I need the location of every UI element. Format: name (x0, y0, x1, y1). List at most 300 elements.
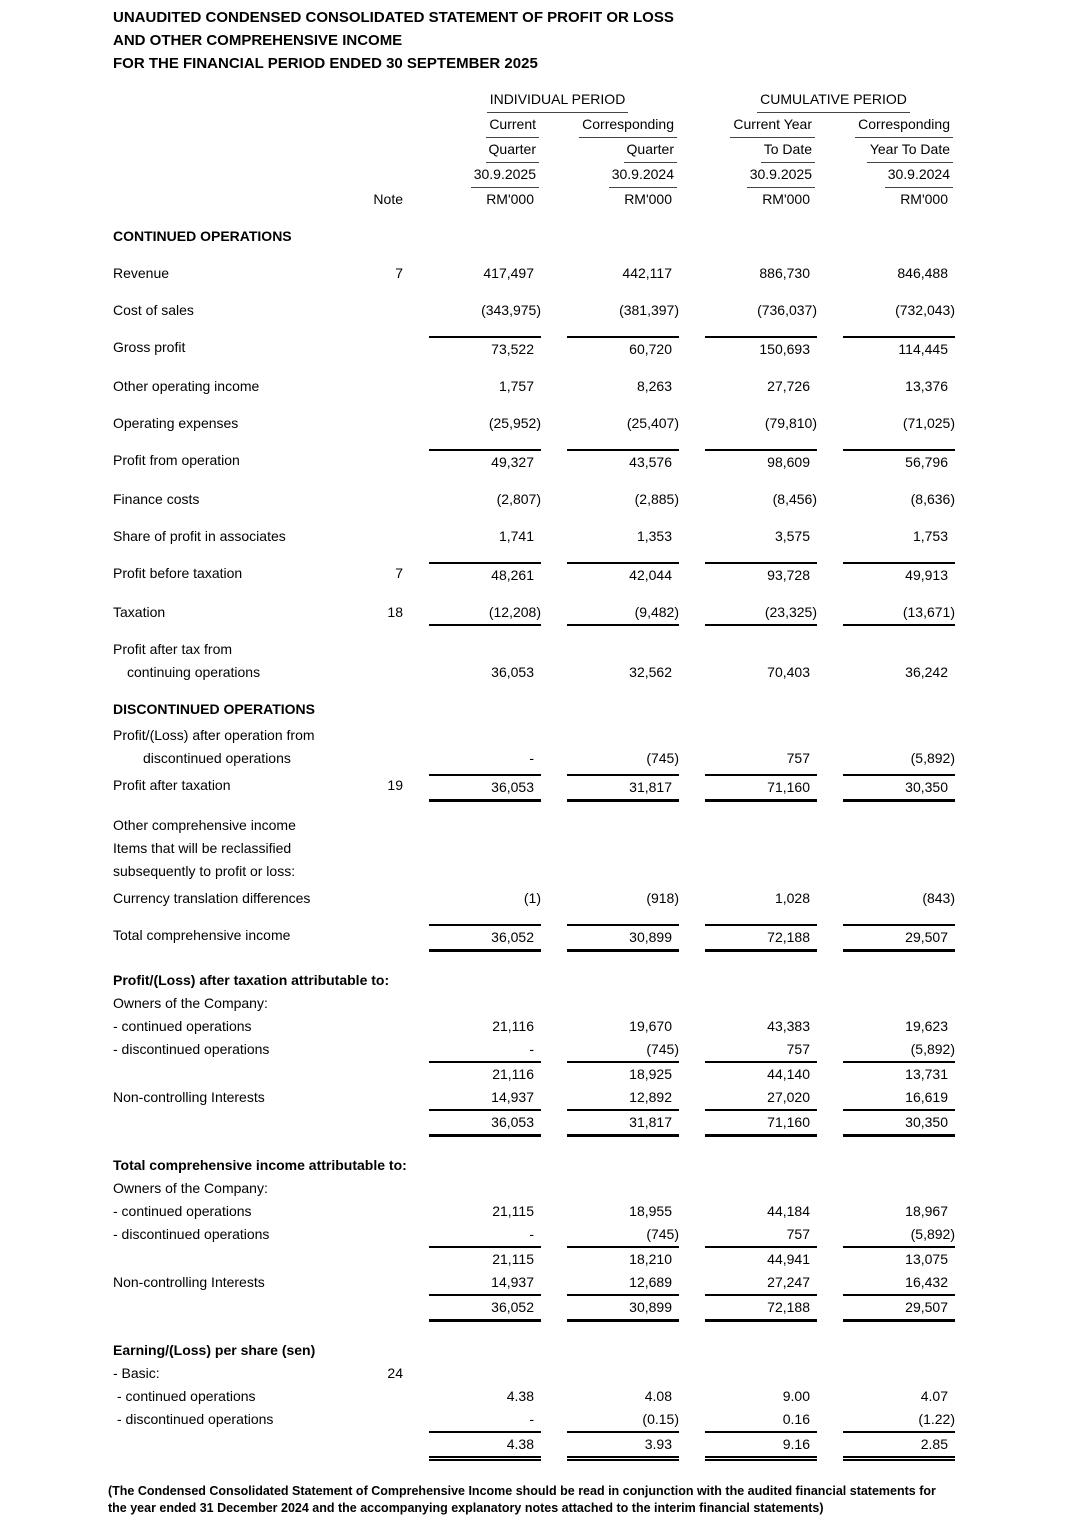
col3-to-date-label: To Date (761, 138, 815, 163)
cell-value: 12,689 (629, 1274, 672, 1290)
header-spacer (113, 138, 403, 163)
cell-value: 49,327 (491, 454, 534, 470)
row-values (403, 1248, 955, 1271)
row-label: Cost of sales (113, 302, 194, 318)
value-cell (705, 887, 817, 910)
cell-value: 30,350 (905, 779, 948, 795)
value-cell (429, 1015, 541, 1038)
cell-value: (23,325) (764, 604, 817, 620)
col1-unit (429, 188, 541, 211)
row-label: - discontinued operations (113, 1041, 270, 1057)
col1-rm000-label: RM'000 (486, 191, 534, 207)
value-cell (567, 1200, 679, 1223)
cell-value: 49,913 (905, 567, 948, 583)
cell-value: 98,609 (767, 454, 810, 470)
value-cell (429, 262, 541, 285)
statement-row (113, 1038, 957, 1063)
row-values (403, 1111, 955, 1137)
cell-value: 442,117 (622, 265, 672, 281)
cell-value: 44,184 (767, 1203, 810, 1219)
value-cell (429, 924, 541, 952)
value-cell (429, 661, 541, 684)
value-cell (843, 1015, 955, 1038)
cell-value: 1,741 (498, 528, 534, 544)
row-label: - Basic: (113, 1365, 160, 1381)
cell-value: 27,020 (767, 1089, 810, 1105)
row-label: DISCONTINUED OPERATIONS (113, 701, 315, 717)
row-values (403, 562, 955, 587)
value-cell (843, 601, 955, 626)
cell-value: 21,116 (492, 1018, 534, 1034)
statement-row (113, 1408, 957, 1433)
column-header-row-1 (113, 113, 957, 138)
value-cell (843, 299, 955, 322)
row-label: - continued operations (113, 1203, 252, 1219)
row-label: Profit/(Loss) after taxation attributable to: (113, 972, 390, 988)
value-cell (567, 601, 679, 626)
value-cell (705, 1111, 817, 1137)
row-label: Finance costs (113, 491, 200, 507)
value-cell (567, 1015, 679, 1038)
cell-value: 18,925 (629, 1066, 672, 1082)
cell-value: 21,115 (492, 1203, 534, 1219)
value-cell (429, 1248, 541, 1271)
value-cell (843, 661, 955, 684)
cell-value: 0.16 (782, 1411, 810, 1427)
row-label: Share of profit in associates (113, 528, 286, 544)
title-line-3: FOR THE FINANCIAL PERIOD ENDED 30 SEPTEMBER 2025 (113, 55, 538, 72)
row-note (349, 1271, 403, 1296)
value-cell (843, 1296, 955, 1322)
cell-value: (71,025) (902, 415, 955, 431)
statement-row (113, 1433, 957, 1461)
row-note (349, 1200, 403, 1223)
value-cell (843, 1271, 955, 1296)
footnote-text: (The Condensed Consolidated Statement of Comprehensive Income should be read in conjunction with the audited financial statements for the year ended 31 December 2024 and the accompanying explanatory notes attached to the interim financial statements) (108, 1484, 936, 1515)
statement-row (113, 1086, 957, 1111)
value-cell (705, 1408, 817, 1433)
cell-value: (843) (922, 890, 955, 906)
cell-value: 43,383 (767, 1018, 810, 1034)
cell-value: 27,247 (767, 1274, 810, 1290)
cell-value: 4.07 (920, 1388, 948, 1404)
row-label (113, 1111, 349, 1137)
value-cell (705, 375, 817, 398)
cell-value: (5,892) (910, 750, 955, 766)
row-label: Owners of the Company: (113, 995, 268, 1011)
cell-value: 27,726 (767, 378, 810, 394)
row-values (403, 1063, 955, 1086)
cell-value: 44,140 (767, 1066, 810, 1082)
value-cell (705, 661, 817, 684)
cell-value: 1,353 (636, 528, 672, 544)
row-label: continuing operations (127, 664, 261, 680)
cell-value: 19,670 (629, 1018, 672, 1034)
value-cell (567, 1063, 679, 1086)
value-cell (705, 1223, 817, 1248)
statement-row (113, 1339, 957, 1362)
row-note: 24 (387, 1365, 403, 1381)
row-label: - continued operations (117, 1388, 256, 1404)
row-note (349, 1154, 403, 1177)
cell-value: 1,028 (774, 890, 810, 906)
row-values (403, 449, 955, 474)
value-cell (567, 1248, 679, 1271)
row-values (403, 375, 955, 398)
value-cell (843, 1200, 955, 1223)
row-label: Items that will be reclassified (113, 840, 292, 856)
row-note (349, 488, 403, 511)
value-cell (429, 1223, 541, 1248)
cell-value: 36,052 (491, 929, 534, 945)
col4-rm000-label: RM'000 (900, 191, 948, 207)
row-label: Total comprehensive income attributable to: (113, 1157, 407, 1173)
statement-row (113, 225, 957, 248)
col2-corresponding-label: Corresponding (579, 113, 677, 138)
title-line-2: AND OTHER COMPREHENSIVE INCOME (113, 32, 403, 49)
col2-unit (567, 188, 679, 211)
value-cell (843, 488, 955, 511)
value-cell (843, 1086, 955, 1111)
statement-row (113, 1385, 957, 1408)
col3-header-date (705, 163, 817, 188)
row-note (349, 1177, 403, 1200)
row-note (349, 1111, 403, 1137)
cell-value: 16,619 (905, 1089, 948, 1105)
row-label: Earning/(Loss) per share (sen) (113, 1342, 316, 1358)
statement-row (113, 1248, 957, 1271)
value-cell (567, 336, 679, 361)
value-cell (705, 1385, 817, 1408)
row-label: CONTINUED OPERATIONS (113, 228, 292, 244)
cell-value: 2.85 (920, 1436, 948, 1452)
row-label: - continued operations (113, 1018, 252, 1034)
cell-value: (0.15) (642, 1411, 679, 1427)
value-cell (843, 1111, 955, 1137)
statement-row (113, 601, 957, 626)
cell-value: 72,188 (767, 929, 810, 945)
statement-row (113, 924, 957, 952)
row-note (349, 747, 403, 770)
row-note (349, 449, 403, 474)
row-values (403, 774, 955, 802)
cell-value: (13,671) (902, 604, 955, 620)
cell-value: (25,952) (488, 415, 541, 431)
cell-value: 19,623 (905, 1018, 948, 1034)
cell-value: (343,975) (481, 302, 541, 318)
row-values (403, 661, 955, 684)
col4-year-to-date-label: Year To Date (867, 138, 953, 163)
row-note: 7 (395, 265, 403, 281)
row-note (349, 638, 403, 661)
value-cell (705, 1015, 817, 1038)
value-cell (567, 1408, 679, 1433)
row-note (349, 525, 403, 548)
row-note (349, 1339, 403, 1362)
row-note (349, 225, 403, 248)
value-cell (429, 1038, 541, 1063)
row-note (349, 1038, 403, 1063)
row-note (349, 336, 403, 361)
value-cell (429, 525, 541, 548)
col1-header-line1 (429, 113, 541, 138)
value-cell (843, 1248, 955, 1271)
row-values (403, 887, 955, 910)
cell-value: 886,730 (759, 265, 810, 281)
value-cell (843, 525, 955, 548)
cell-value: 13,731 (905, 1066, 948, 1082)
value-cell (429, 1296, 541, 1322)
statement-row (113, 814, 957, 837)
value-cell (843, 1063, 955, 1086)
value-cell (567, 1271, 679, 1296)
statement-row (113, 525, 957, 548)
col4-date-label: 30.9.2024 (885, 163, 953, 188)
row-note (349, 1408, 403, 1433)
row-note (349, 724, 403, 747)
cell-value: 29,507 (905, 1299, 948, 1315)
cell-value: 30,350 (905, 1114, 948, 1130)
row-note (349, 1385, 403, 1408)
cell-value: - (529, 1411, 534, 1427)
value-cell (705, 336, 817, 361)
value-cell (705, 562, 817, 587)
cell-value: (2,885) (634, 491, 679, 507)
row-note (349, 698, 403, 721)
cell-value: 4.38 (506, 1388, 534, 1404)
value-cell (705, 1433, 817, 1461)
value-cell (705, 262, 817, 285)
cell-value: 13,075 (905, 1251, 948, 1267)
col2-header-line1 (567, 113, 679, 138)
row-label (113, 1296, 349, 1322)
header-spacer (113, 113, 403, 138)
statement-row (113, 774, 957, 802)
col3-header-line2 (705, 138, 817, 163)
value-cell (429, 601, 541, 626)
row-values (403, 1296, 955, 1322)
cell-value: 18,210 (629, 1251, 672, 1267)
col1-current-label: Current (486, 113, 539, 138)
cell-value: 36,053 (491, 1114, 534, 1130)
value-cell (429, 887, 541, 910)
value-cell (567, 1086, 679, 1111)
row-label: Profit before taxation (113, 565, 243, 581)
cell-value: 21,115 (492, 1251, 534, 1267)
statement-row (113, 375, 957, 398)
row-note (349, 814, 403, 837)
cell-value: - (529, 1226, 534, 1242)
cell-value: (1.22) (918, 1411, 955, 1427)
row-label: Taxation (113, 604, 166, 620)
row-label: Gross profit (113, 339, 186, 355)
cell-value: 71,160 (767, 1114, 810, 1130)
value-cell (429, 1200, 541, 1223)
cell-value: (381,397) (619, 302, 679, 318)
statement-row (113, 412, 957, 435)
cell-value: 60,720 (629, 341, 672, 357)
row-note (349, 375, 403, 398)
row-label: - discontinued operations (113, 1226, 270, 1242)
row-label (113, 1433, 349, 1461)
row-label (113, 1248, 349, 1271)
statement-row (113, 638, 957, 661)
statement-row (113, 837, 957, 860)
value-cell (843, 774, 955, 802)
statement-body (113, 225, 957, 1461)
value-cell (567, 412, 679, 435)
statement-row (113, 1154, 957, 1177)
value-cell (705, 747, 817, 770)
cell-value: (2,807) (496, 491, 541, 507)
row-values (403, 488, 955, 511)
statement-title (113, 6, 957, 75)
cell-value: 13,376 (905, 378, 948, 394)
cell-value: 16,432 (905, 1274, 948, 1290)
value-cell (705, 774, 817, 802)
row-values (403, 1015, 955, 1038)
value-cell (429, 1408, 541, 1433)
value-cell (843, 887, 955, 910)
value-cell (843, 562, 955, 587)
row-values (403, 1038, 955, 1063)
cell-value: 14,937 (491, 1089, 534, 1105)
value-cell (567, 1385, 679, 1408)
cumulative-period-header (679, 88, 955, 113)
value-cell (843, 1408, 955, 1433)
value-cell (429, 1086, 541, 1111)
statement-row (113, 562, 957, 587)
value-cell (567, 262, 679, 285)
cell-value: 9.16 (782, 1436, 810, 1452)
statement-row (113, 1063, 957, 1086)
col4-header-line2 (843, 138, 955, 163)
value-cell (567, 449, 679, 474)
cell-value: 3,575 (774, 528, 810, 544)
statement-row (113, 449, 957, 474)
col3-unit (705, 188, 817, 211)
statement-row (113, 1271, 957, 1296)
cell-value: 30,899 (629, 929, 672, 945)
value-cell (843, 1433, 955, 1461)
col2-header-line2 (567, 138, 679, 163)
cell-value: 4.08 (644, 1388, 672, 1404)
value-cell (705, 1086, 817, 1111)
cell-value: 73,522 (491, 341, 534, 357)
col1-header-date (429, 163, 541, 188)
row-values (403, 924, 955, 952)
row-note (349, 992, 403, 1015)
individual-period-label: INDIVIDUAL PERIOD (487, 88, 629, 113)
cell-value: 3.93 (644, 1436, 672, 1452)
cell-value: (732,043) (895, 302, 955, 318)
period-group-row (113, 88, 957, 113)
col3-date-label: 30.9.2025 (747, 163, 815, 188)
cumulative-period-label: CUMULATIVE PERIOD (757, 88, 910, 113)
cell-value: (25,407) (626, 415, 679, 431)
statement-row (113, 1111, 957, 1137)
title-line-1: UNAUDITED CONDENSED CONSOLIDATED STATEMENT OF PROFIT OR LOSS (113, 9, 674, 26)
value-cell (567, 661, 679, 684)
value-cell (429, 1385, 541, 1408)
cell-value: - (529, 1041, 534, 1057)
cell-value: (8,636) (910, 491, 955, 507)
cell-value: 32,562 (629, 664, 672, 680)
value-cell (567, 1223, 679, 1248)
cell-value: (5,892) (910, 1041, 955, 1057)
cell-value: (79,810) (764, 415, 817, 431)
row-note (349, 924, 403, 952)
row-note (349, 1015, 403, 1038)
value-cell (567, 1111, 679, 1137)
cell-value: 93,728 (767, 567, 810, 583)
value-cell (567, 1433, 679, 1461)
row-values (403, 299, 955, 322)
row-label (113, 1063, 349, 1086)
row-label: Currency translation differences (113, 890, 311, 906)
value-cell (843, 747, 955, 770)
cell-value: 12,892 (629, 1089, 672, 1105)
cell-value: (8,456) (772, 491, 817, 507)
value-cell (567, 299, 679, 322)
cell-value: 31,817 (629, 779, 672, 795)
row-values (403, 1200, 955, 1223)
row-note (349, 412, 403, 435)
row-values (403, 1385, 955, 1408)
row-note (349, 969, 403, 992)
cell-value: 4.38 (506, 1436, 534, 1452)
table-header (113, 88, 957, 211)
cell-value: (745) (646, 1041, 679, 1057)
col4-unit (843, 188, 955, 211)
cell-value: (9,482) (634, 604, 679, 620)
cell-value: 30,899 (629, 1299, 672, 1315)
cell-value: 56,796 (905, 454, 948, 470)
row-note: 19 (387, 777, 403, 793)
statement-row (113, 1177, 957, 1200)
col1-header-line2 (429, 138, 541, 163)
header-spacer (113, 88, 403, 113)
cell-value: 18,967 (905, 1203, 948, 1219)
value-cell (705, 1063, 817, 1086)
row-label: Profit after tax from (113, 641, 233, 657)
col4-header-date (843, 163, 955, 188)
cell-value: 757 (786, 750, 810, 766)
cell-value: 1,753 (912, 528, 948, 544)
cell-value: 21,116 (492, 1066, 534, 1082)
cell-value: 31,817 (629, 1114, 672, 1130)
cell-value: 44,941 (767, 1251, 810, 1267)
col3-header-line1 (705, 113, 817, 138)
row-note: 18 (387, 604, 403, 620)
row-values (403, 525, 955, 548)
row-note (349, 299, 403, 322)
statement-row (113, 1296, 957, 1322)
cell-value: 36,052 (491, 1299, 534, 1315)
cell-value: 70,403 (767, 664, 810, 680)
cell-value: 757 (786, 1226, 810, 1242)
row-label: Operating expenses (113, 415, 239, 431)
value-cell (843, 375, 955, 398)
value-cell (843, 1223, 955, 1248)
row-note (349, 860, 403, 883)
row-note (349, 1223, 403, 1248)
col2-date-label: 30.9.2024 (609, 163, 677, 188)
col2-quarter-label: Quarter (624, 138, 677, 163)
value-cell (567, 1296, 679, 1322)
row-values (403, 262, 955, 285)
col3-current-year-label: Current Year (730, 113, 815, 138)
